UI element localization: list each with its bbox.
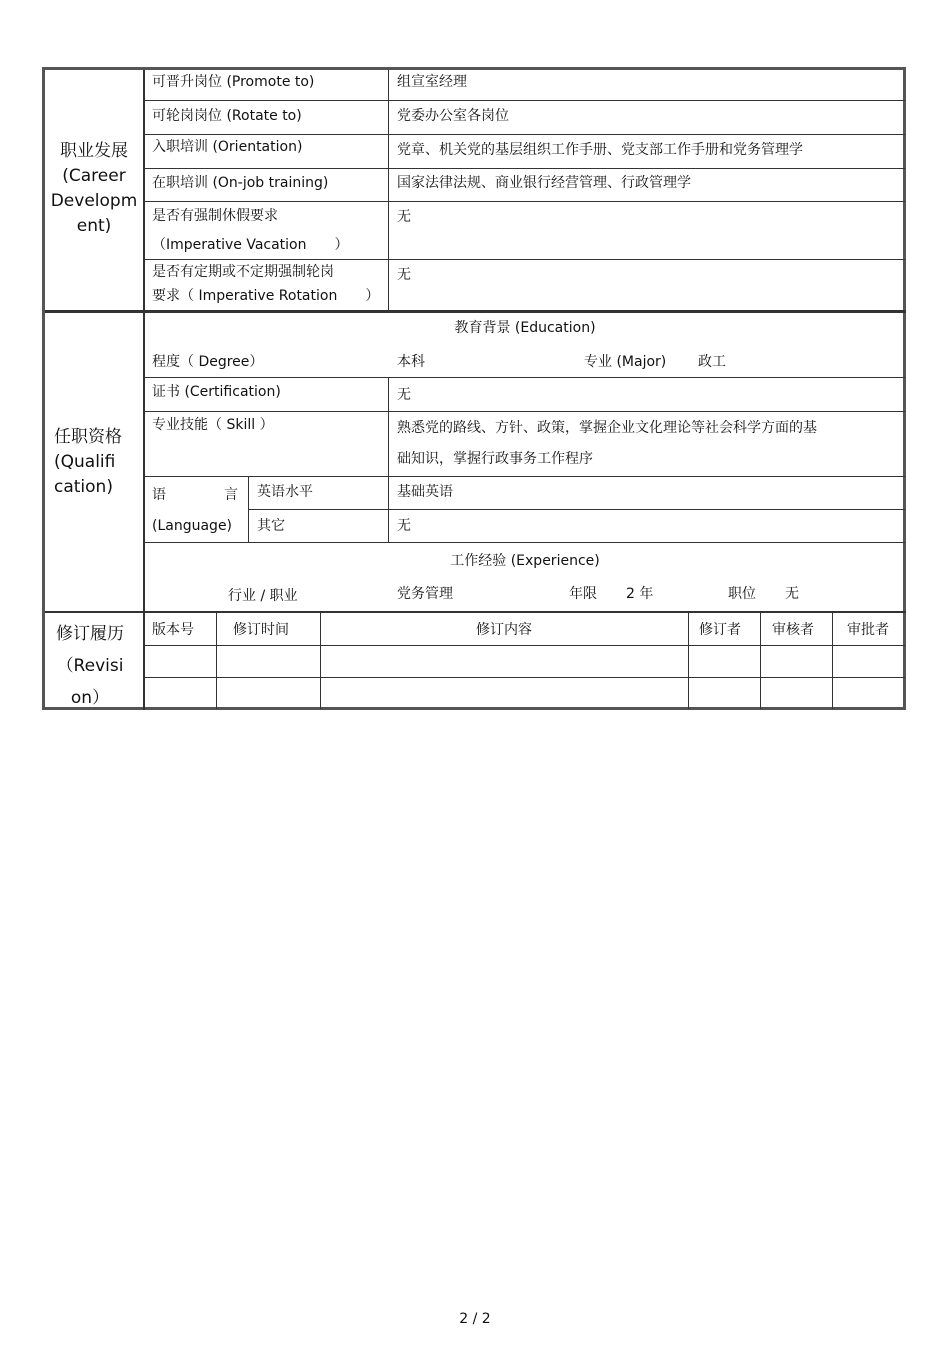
promote-value: 组宣室经理 xyxy=(397,74,467,90)
section-divider xyxy=(45,310,906,313)
revision-label-line: 修订履历 xyxy=(56,624,124,644)
career-label-line: Developm xyxy=(50,191,138,211)
position-value: 无 xyxy=(785,586,799,602)
row-divider xyxy=(145,476,905,477)
row-divider xyxy=(145,201,905,202)
row-divider xyxy=(145,377,905,378)
english-level-label: 英语水平 xyxy=(257,484,313,500)
years-label: 年限 xyxy=(569,586,597,602)
column-divider xyxy=(388,70,389,311)
qualification-label-line: cation) xyxy=(54,477,113,497)
major-value: 政工 xyxy=(698,354,726,370)
skill-value-line2: 础知识，掌握行政事务工作程序 xyxy=(397,451,593,467)
page-number: 2 / 2 xyxy=(459,1311,491,1327)
position-label: 职位 xyxy=(728,586,756,602)
row-divider xyxy=(145,259,905,260)
vacation-label-line1: 是否有强制休假要求 xyxy=(152,208,278,224)
promote-label: 可晋升岗位 (Promote to) xyxy=(152,74,315,90)
career-label-line: ent) xyxy=(76,216,112,236)
other-language-value: 无 xyxy=(397,518,411,534)
language-label-c: (Language) xyxy=(152,518,233,534)
revision-content-header: 修订内容 xyxy=(476,622,532,638)
approver-header: 审批者 xyxy=(847,622,889,638)
industry-value: 党务管理 xyxy=(397,586,453,602)
column-divider xyxy=(388,377,389,542)
experience-header: 工作经验 (Experience) xyxy=(450,553,600,569)
row-divider xyxy=(145,168,905,169)
orientation-value: 党章、机关党的基层组织工作手册、党支部工作手册和党务管理学 xyxy=(397,142,803,158)
career-label-line: (Career xyxy=(62,166,126,186)
section-divider xyxy=(45,611,906,613)
rotation-label-line2: 要求（ Imperative Rotation ） xyxy=(152,288,380,304)
skill-label: 专业技能（ Skill ） xyxy=(152,417,274,433)
other-language-label: 其它 xyxy=(257,518,285,534)
english-level-value: 基础英语 xyxy=(397,484,453,500)
revision-label-line: on） xyxy=(70,688,110,708)
language-label-b: 言 xyxy=(224,487,238,503)
skill-value-line1: 熟悉党的路线、方针、政策，掌握企业文化理论等社会科学方面的基 xyxy=(397,420,817,436)
revision-time-header: 修订时间 xyxy=(233,622,289,638)
qualification-label-line: 任职资格 xyxy=(54,427,122,447)
qualification-section-label xyxy=(47,425,130,500)
row-divider xyxy=(145,134,905,135)
degree-label: 程度（ Degree） xyxy=(152,354,264,370)
row-divider xyxy=(145,645,905,646)
degree-value: 本科 xyxy=(397,354,425,370)
version-header: 版本号 xyxy=(152,622,194,638)
revision-label-line: （Revisi xyxy=(56,656,124,676)
row-divider xyxy=(248,509,905,510)
vacation-value: 无 xyxy=(397,209,411,225)
rotation-value: 无 xyxy=(397,267,411,283)
revision-section-label xyxy=(47,618,133,714)
rotation-label-line1: 是否有定期或不定期强制轮岗 xyxy=(152,264,334,280)
row-divider xyxy=(145,100,905,101)
certification-value: 无 xyxy=(397,387,411,403)
column-divider xyxy=(760,612,761,709)
rotate-value: 党委办公室各岗位 xyxy=(397,108,509,124)
major-label: 专业 (Major) xyxy=(584,354,667,370)
column-divider xyxy=(216,612,217,709)
vacation-label-line2: （Imperative Vacation ） xyxy=(152,237,349,253)
row-divider xyxy=(145,677,905,678)
qualification-label-line: (Qualifi xyxy=(54,452,116,472)
rotate-label: 可轮岗岗位 (Rotate to) xyxy=(152,108,302,124)
section-label-divider xyxy=(143,70,145,710)
column-divider xyxy=(832,612,833,709)
industry-label: 行业 / 职业 xyxy=(228,588,298,604)
reviser-header: 修订者 xyxy=(699,622,741,638)
column-divider xyxy=(248,476,249,542)
education-header: 教育背景 (Education) xyxy=(454,320,596,336)
orientation-label: 入职培训 (Orientation) xyxy=(152,139,303,155)
certification-label: 证书 (Certification) xyxy=(152,384,281,400)
row-divider xyxy=(145,542,905,543)
row-divider xyxy=(145,411,905,412)
reviewer-header: 审核者 xyxy=(772,622,814,638)
column-divider xyxy=(688,612,689,709)
years-value: 2 年 xyxy=(626,586,654,602)
language-label-a: 语 xyxy=(152,487,166,503)
career-section-label xyxy=(47,139,141,239)
career-label-line: 职业发展 xyxy=(60,141,128,161)
onjob-training-label: 在职培训 (On-job training) xyxy=(152,175,329,191)
onjob-training-value: 国家法律法规、商业银行经营管理、行政管理学 xyxy=(397,175,691,191)
